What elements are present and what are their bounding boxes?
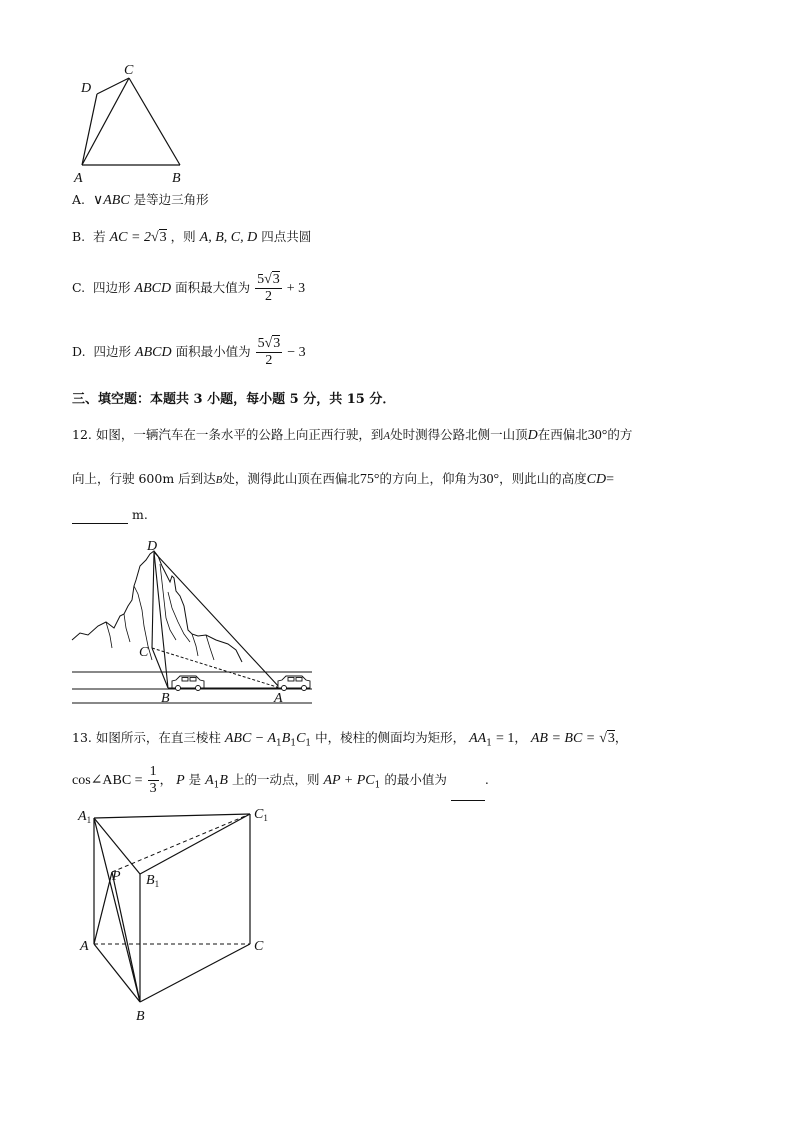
fraction-min: $\frac{5√3}{2}$ bbox=[257, 336, 281, 368]
figure-mountain bbox=[68, 536, 318, 706]
label-A: A bbox=[74, 171, 83, 186]
figure-prism bbox=[72, 802, 282, 1024]
label-B1: $B_1$ bbox=[146, 873, 160, 889]
q12-line1: 12. 如图，一辆汽车在一条水平的公路上向正西行驶，到A处时测得公路北侧一山顶D在西偏北30°的方 bbox=[72, 427, 633, 443]
q12-line2: 向上，行驶 600m 后到达B处，测得此山顶在西偏北75°的方向上，仰角为30°，则此山的高度CD= bbox=[72, 471, 615, 487]
label-P: P bbox=[112, 869, 121, 884]
fraction-max: $\frac{5√3}{2}$ bbox=[257, 272, 280, 304]
label-B: B bbox=[136, 1009, 145, 1024]
label-D: D bbox=[147, 539, 158, 554]
option-d: D. 四边形 ABCD 面积最小值为 $\frac{5√3}{2}$ − 3 bbox=[72, 336, 306, 368]
answer-blank-12[interactable] bbox=[72, 507, 128, 524]
label-B: B bbox=[161, 691, 170, 706]
label-D: D bbox=[81, 81, 92, 96]
fraction-cos: $\frac{1}{3}$ bbox=[149, 764, 157, 796]
option-c: C. 四边形 ABCD 面积最大值为 $\frac{5√3}{2}$ + 3 bbox=[72, 272, 306, 304]
car-icon bbox=[278, 676, 310, 691]
q12-line3: m. bbox=[72, 507, 148, 524]
label-C1: $C_1$ bbox=[254, 807, 268, 823]
label-A1: $A_1$ bbox=[78, 809, 92, 825]
label-C: C bbox=[254, 939, 264, 954]
label-A: A bbox=[80, 939, 89, 954]
label-C: C bbox=[124, 63, 134, 78]
label-C: C bbox=[139, 645, 149, 660]
q13-line2: cos∠ABC = $\frac{1}{3}$ ， P 是 $A_1B$ 上的一动点，则 AP + $PC_1$ 的最小值为 . bbox=[72, 760, 489, 800]
section-heading: 三、填空题：本题共 3 小题，每小题 5 分，共 15 分． bbox=[72, 392, 396, 407]
q13-line1: 13. 如图所示，在直三棱柱 ABC − $A_1B_1C_1$ 中，棱柱的侧面均为矩形， $AA_1 = 1$， AB = BC = √3， bbox=[72, 730, 628, 749]
option-a: A. ∨ABC 是等边三角形 bbox=[72, 192, 209, 208]
option-b: B. 若 AC = 2√3 ，则 A, B, C, D 四点共圆 bbox=[72, 229, 312, 245]
label-A: A bbox=[274, 691, 283, 706]
label-B: B bbox=[172, 171, 181, 186]
car-icon bbox=[172, 676, 204, 691]
answer-blank-13[interactable] bbox=[451, 760, 485, 801]
figure-quadrilateral bbox=[60, 58, 200, 188]
